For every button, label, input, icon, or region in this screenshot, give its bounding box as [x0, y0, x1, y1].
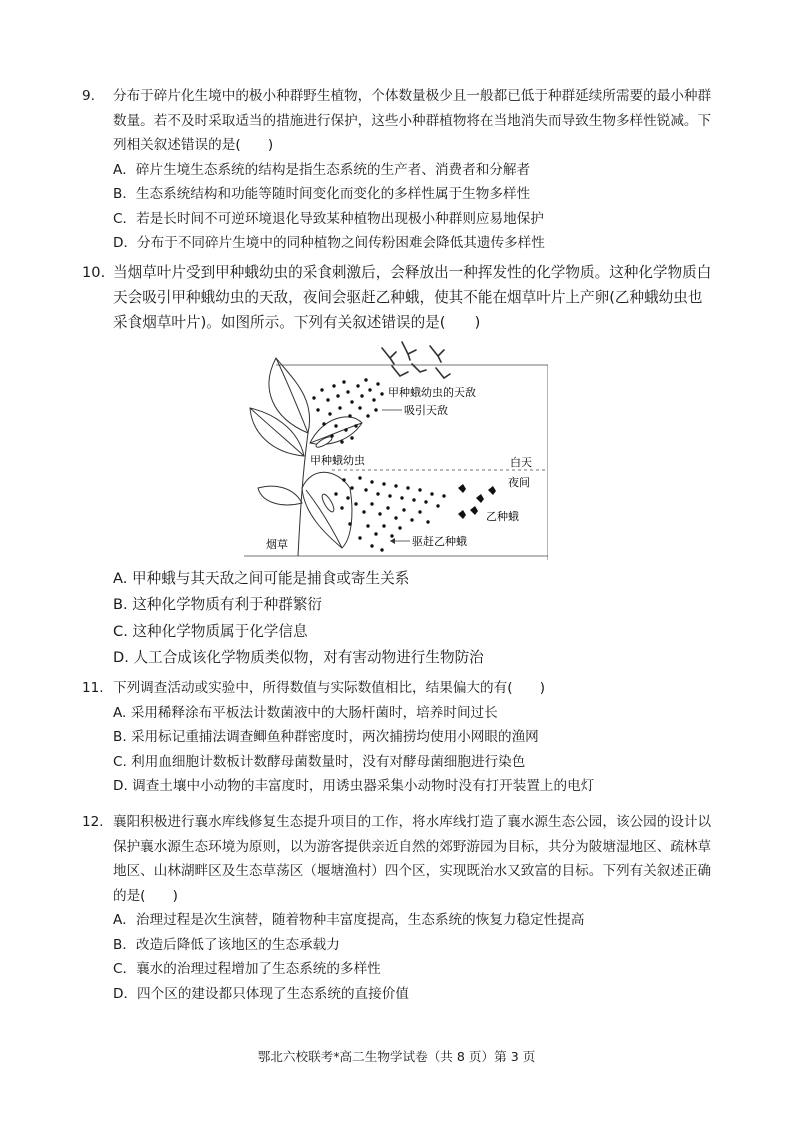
question-11: [82, 676, 714, 799]
page-footer: 鄂北六校联考*高二生物学试卷（共 8 页）第 3 页: [257, 1049, 536, 1064]
question-number: 9.: [82, 88, 95, 104]
question-stem: 分布于碎片化生境中的极小种群野生植物，个体数量极少且一般都已低于种群延续所需要的最小种群数量。若不及时采取适当的措施进行保护，这些小种群植物将在当地消失而导致生物多样性锐减。下列相关叙述错误的是( ): [113, 88, 712, 153]
lower-left-leaf: [258, 486, 302, 505]
option-c: C．襄水的治理过程增加了生态系统的多样性: [113, 961, 381, 977]
option-a: A．治理过程是次生演替，随着物种丰富度提高，生态系统的恢复力稳定性提高: [113, 912, 585, 928]
option-d: D. 调查土壤中小动物的丰富度时，用诱虫器采集小动物时没有打开装置上的电灯: [113, 778, 595, 794]
question-12: [82, 810, 714, 1006]
option-c: C. 利用血细胞计数板计数酵母菌数量时，没有对酵母菌细胞进行染色: [113, 753, 526, 770]
option-a: A. 甲种蛾与其天敌之间可能是捕食或寄生关系: [113, 570, 410, 587]
option-a: A. 采用稀释涂布平板法计数菌液中的大肠杆菌时，培养时间过长: [113, 704, 498, 721]
question-9: [82, 84, 714, 256]
label-night: 夜间: [508, 476, 530, 489]
label-attract: 吸引天敌: [404, 404, 448, 417]
option-b: B. 这种化学物质有利于种群繁衍: [113, 596, 323, 614]
question-stem: 襄阳积极进行襄水库线修复生态提升项目的工作，将水库线打造了襄水源生态公园，该公园的设计以保护襄水源生态环境为原则，以为游客提供亲近自然的郊野游园为目标，共分为陂塘湿地区、疏林草地区、山林湖畔区及生态草荡区（堰塘渔村）四个区，实现既治水又致富的目标。下列有关叙述正确的是( ): [113, 814, 712, 904]
option-d: D．分布于不同碎片生境中的同种植物之间传粉困难会降低其遗传多样性: [113, 235, 545, 251]
label-enemy: 甲种蛾幼虫的天敌: [388, 386, 476, 399]
label-day: 白天: [510, 456, 532, 469]
option-d: D. 人工合成该化学物质类似物，对有害动物进行生物防治: [113, 649, 484, 667]
large-right-leaf: [302, 472, 352, 548]
option-b: B．生态系统结构和功能等随时间变化而变化的多样性属于生物多样性: [113, 186, 531, 202]
label-moth-b: 乙种蛾: [486, 510, 519, 523]
label-repel: 驱赶乙种蛾: [412, 535, 467, 548]
label-tobacco: 烟草: [266, 538, 288, 551]
question-stem: 下列调查活动或实验中，所得数值与实际数值相比，结果偏大的有( ): [113, 680, 546, 696]
question-number: 11.: [82, 680, 104, 696]
option-b: B．改造后降低了该地区的生态承载力: [113, 936, 340, 953]
question-10: [82, 260, 714, 335]
option-c: C. 这种化学物质属于化学信息: [113, 622, 308, 640]
label-larva: 甲种蛾幼虫: [310, 454, 365, 467]
option-d: D．四个区的建设都只体现了生态系统的直接价值: [113, 985, 409, 1002]
tobacco-moth-diagram: [232, 338, 548, 560]
question-number: 10.: [82, 264, 106, 281]
question-number: 12.: [82, 814, 104, 830]
question-stem: 当烟草叶片受到甲种蛾幼虫的采食刺激后，会释放出一种挥发性的化学物质。这种化学物质白天会吸引甲种蛾幼虫的天敌，夜间会驱赶乙种蛾，使其不能在烟草叶片上产卵(乙种蛾幼虫也采食烟草叶片)。如图所示。下列有关叙述错误的是( ): [113, 264, 712, 331]
natural-enemy-icons: [382, 342, 450, 378]
question-10-options: [82, 566, 714, 672]
option-b: B. 采用标记重捕法调查鲫鱼种群密度时，两次捕捞均使用小网眼的渔网: [113, 729, 539, 745]
option-a: A．碎片生境生态系统的结构是指生态系统的生产者、消费者和分解者: [113, 161, 531, 178]
option-c: C．若是长时间不可逆环境退化导致某种植物出现极小种群则应易地保护: [113, 210, 544, 227]
